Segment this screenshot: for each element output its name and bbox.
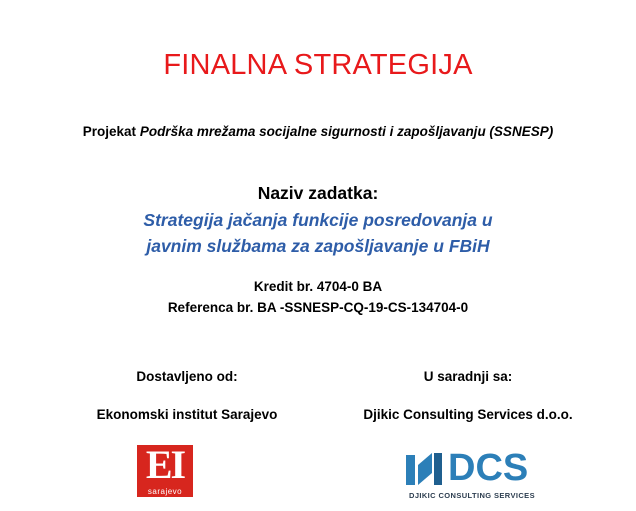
dcs-logo-text: DCS (448, 447, 529, 489)
task-label: Naziv zadatka: (257, 183, 379, 203)
ei-logo-text: EI (145, 442, 185, 487)
task-title-line2: javnim službama za zapošljavanje u FBiH (146, 236, 490, 256)
credit-number: Kredit br. 4704-0 BA (253, 279, 383, 294)
reference-number: Referenca br. BA -SSNESP-CQ-19-CS-134704-0 (167, 300, 469, 315)
task-title-line1: Strategija jačanja funkcije posredovanja u (143, 210, 493, 230)
dcs-logo-subtext: DJIKIC CONSULTING SERVICES (409, 491, 535, 500)
dcs-logo (402, 445, 542, 501)
dcs-mark-icon (406, 449, 444, 487)
document-title: FINALNA STRATEGIJA (163, 49, 473, 81)
delivered-by-org: Ekonomski institut Sarajevo (96, 407, 278, 422)
collaboration-label: U saradnji sa: (423, 369, 513, 384)
project-line (0, 124, 636, 139)
ei-logo (137, 442, 193, 497)
project-name: Podrška mrežama socijalne sigurnosti i zapošljavanju (SSNESP) (139, 124, 554, 139)
collaboration-org: Djikic Consulting Services d.o.o. (363, 407, 573, 422)
project-prefix: Projekat (82, 124, 140, 139)
delivered-by-label: Dostavljeno od: (136, 369, 238, 384)
ei-logo-subtext: sarajevo (147, 487, 183, 496)
